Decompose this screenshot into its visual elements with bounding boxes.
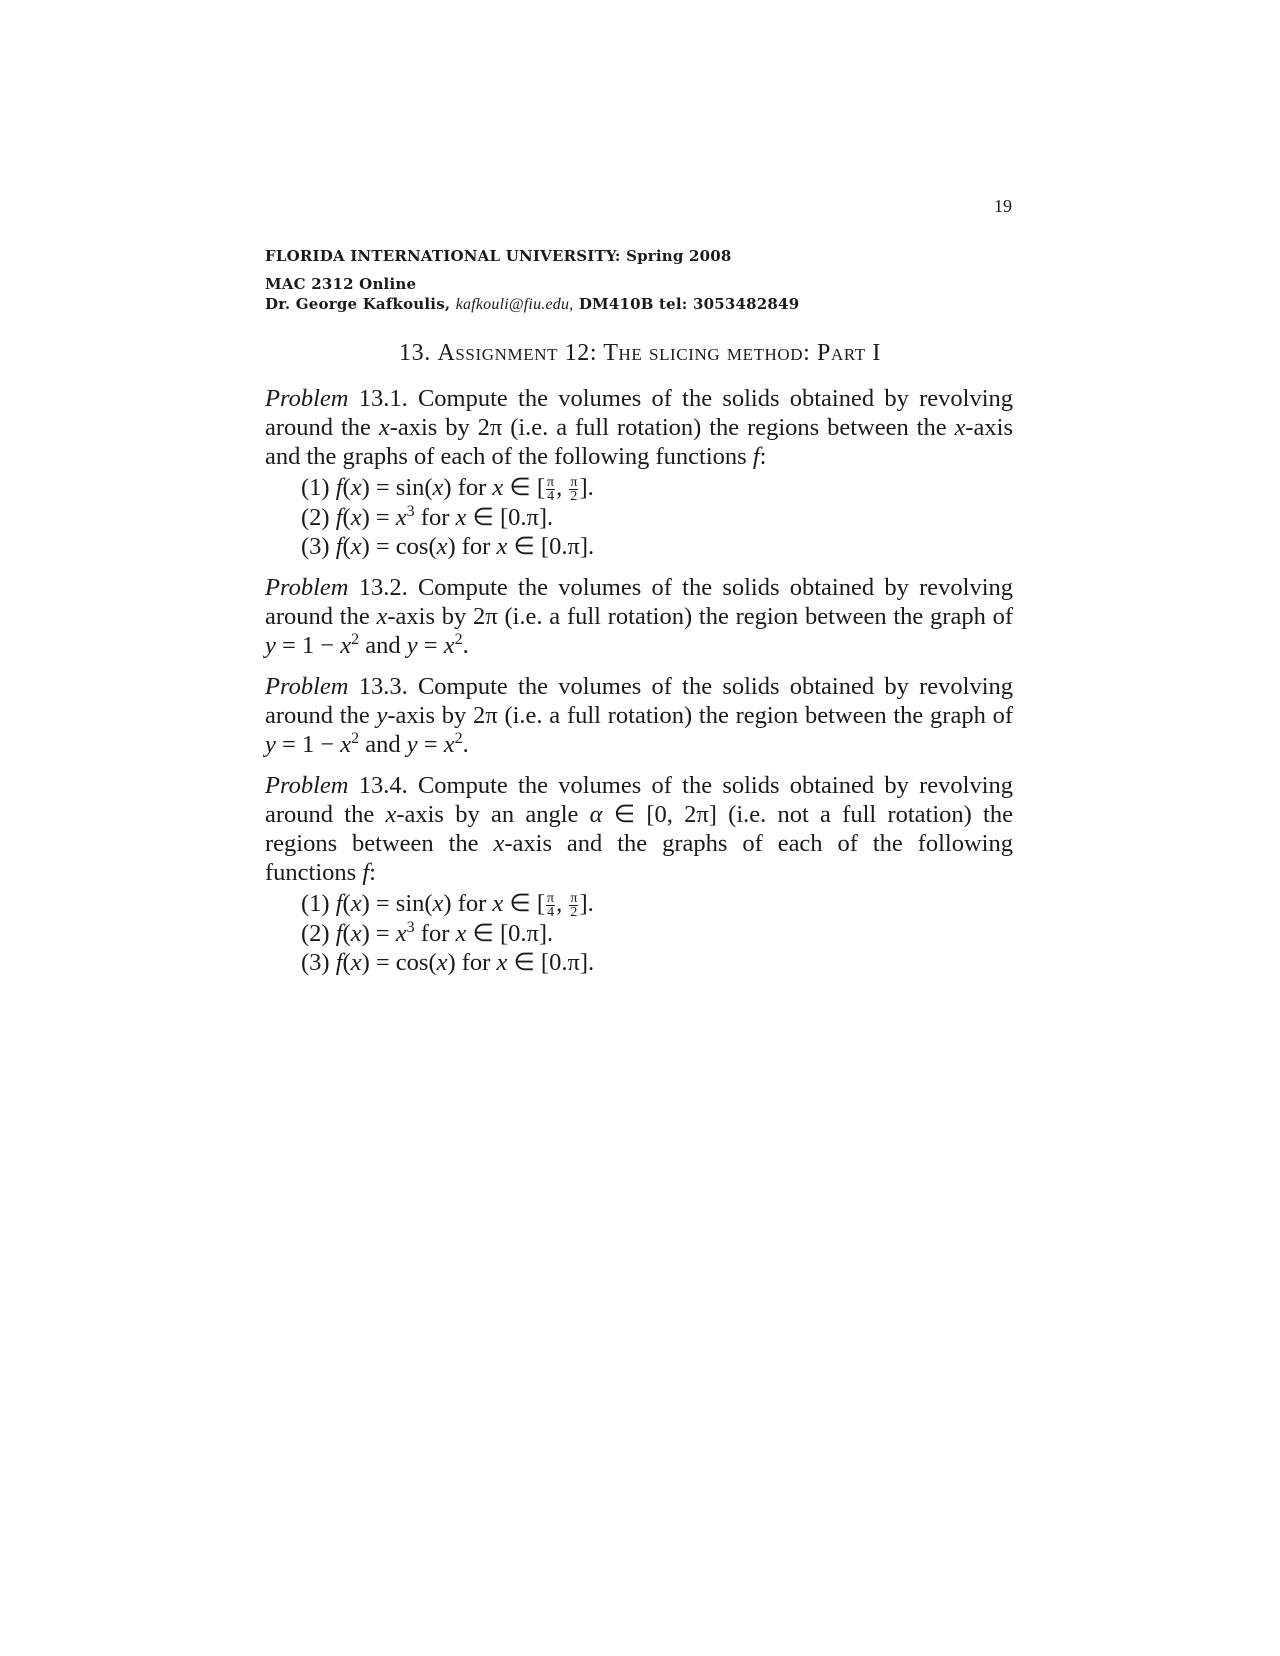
- instructor-email: kafkouli@fiu.edu,: [455, 296, 574, 313]
- office-tel: DM410B tel: 3053482849: [578, 295, 800, 313]
- problem-text: [265, 573, 1013, 660]
- problem-text: [265, 672, 1013, 759]
- problem-number: 13.1.: [348, 385, 418, 412]
- instructor-line: [265, 294, 799, 315]
- problem-text: [265, 771, 1013, 887]
- problem-statement: Compute the volumes of the solids obtained by revolving around the x-axis by 2π (i.e. a full rotation) the regions between the x-axis and the graphs of each of the following functions f:: [265, 385, 1014, 470]
- problem-number: 13.3.: [348, 672, 418, 700]
- function-item: (2) $f(x) = x^3$ for x ∈ [0.π].: [301, 918, 554, 947]
- instructor-name: Dr. George Kafkoulis,: [265, 295, 451, 313]
- problem-statement: Compute the volumes of the solids obtained by revolving around the x-axis by 2π (i.e. a full rotation) the region between the graph of $y = 1 - x^2$ and $y = x^2$.: [265, 573, 1014, 659]
- problem-list: [265, 384, 1013, 989]
- section-number: 13.: [399, 340, 431, 366]
- problem-number: 13.4.: [348, 771, 418, 799]
- function-item: (1) f(x) = sin(x) for x ∈ [ $\frac{\pi}{4}$ , $\frac{\pi}{2}$ ].: [301, 474, 594, 504]
- function-item: (2) $f(x) = x^3$ for x ∈ [0.π].: [301, 502, 554, 531]
- problem-label: Problem: [265, 385, 349, 412]
- function-list: [265, 473, 1013, 561]
- function-item: (1) f(x) = sin(x) for x ∈ [ $\frac{\pi}{4}$ , $\frac{\pi}{2}$ ].: [301, 889, 594, 920]
- document-header: [265, 246, 799, 315]
- function-item: (3) f(x) = cos(x) for x ∈ [0.π].: [301, 948, 595, 976]
- problem-4: [265, 771, 1013, 977]
- problem-1: [265, 384, 1013, 561]
- section-title: [0, 340, 1280, 367]
- problem-label: Problem: [265, 672, 349, 700]
- page-number: 19: [994, 196, 1012, 216]
- problem-number: 13.2.: [348, 573, 418, 601]
- function-list: [265, 889, 1013, 977]
- problem-2: [265, 573, 1013, 660]
- problem-label: Problem: [265, 771, 349, 799]
- function-item: (3) f(x) = cos(x) for x ∈ [0.π].: [301, 532, 595, 560]
- university-line: FLORIDA INTERNATIONAL UNIVERSITY: Spring 2008: [265, 247, 732, 265]
- problem-statement: Compute the volumes of the solids obtained by revolving around the y-axis by 2π (i.e. a full rotation) the region between the graph of $y = 1 - x^2$ and $y = x^2$.: [265, 672, 1014, 758]
- section-title-text: Assignment 12: The slicing method: Part I: [437, 340, 881, 366]
- problem-label: Problem: [265, 573, 349, 601]
- problem-statement: Compute the volumes of the solids obtained by revolving around the x-axis by an angle α ∈ [0, 2π] (i.e. not a full rotation) the regions between the x-axis and the graphs of each of the following functions f:: [265, 771, 1013, 886]
- problem-3: [265, 672, 1013, 759]
- course-line: MAC 2312 Online: [265, 275, 417, 293]
- problem-text: [265, 384, 1013, 471]
